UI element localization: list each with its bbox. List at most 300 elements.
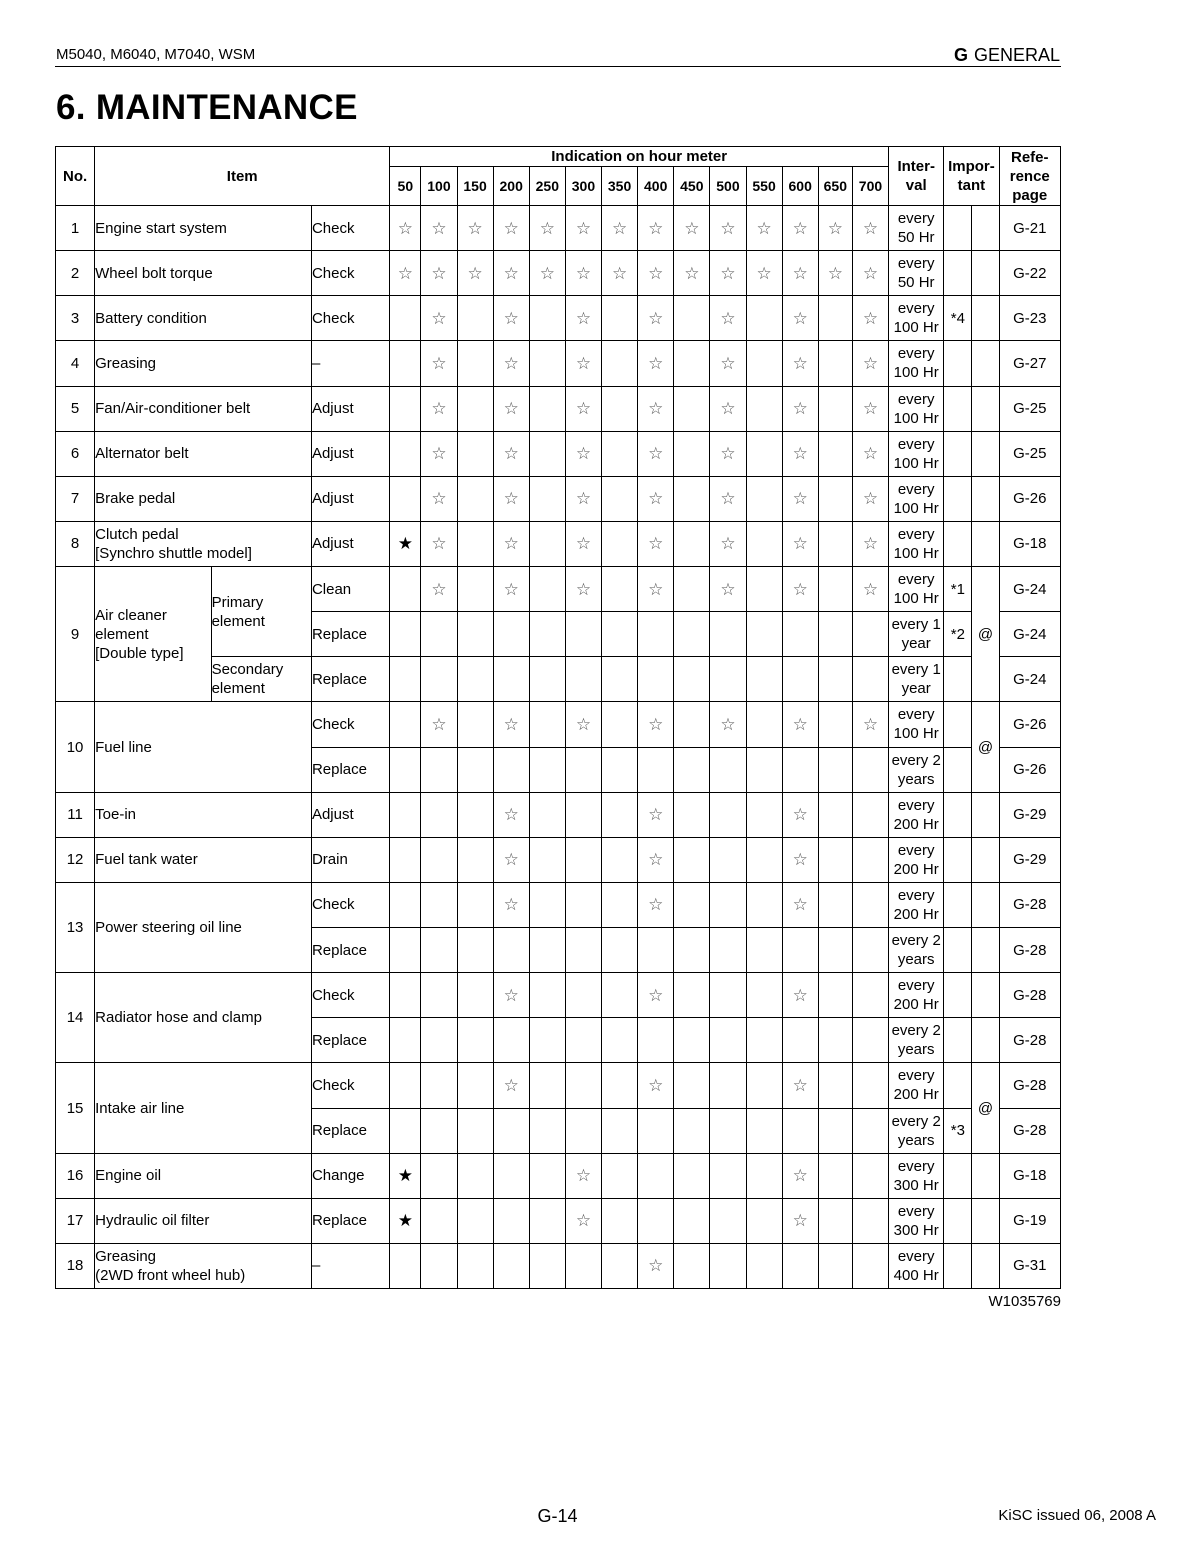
empty-cell [782,1018,818,1063]
sub-item: Secondary element [211,657,311,702]
interval-star-open-icon: ☆ [421,521,457,566]
interval-star-open-icon: ☆ [638,702,674,747]
hour-header: 200 [493,167,529,206]
empty-cell [421,1108,457,1153]
empty-cell [602,431,638,476]
header-indication: Indication on hour meter [390,147,889,167]
interval-star-open-icon: ☆ [782,296,818,341]
reference-page: G-23 [999,296,1061,341]
interval-star-open-icon: ☆ [782,1198,818,1243]
empty-cell [746,792,782,837]
empty-cell [818,882,852,927]
interval-star-open-icon: ☆ [782,521,818,566]
interval-star-open-icon: ☆ [493,567,529,612]
row-number: 18 [56,1243,95,1288]
hour-header: 400 [638,167,674,206]
reference-page: G-28 [999,882,1061,927]
interval-value: every 100 Hr [889,476,944,521]
interval-star-open-icon: ☆ [493,792,529,837]
interval-star-open-icon: ☆ [421,296,457,341]
important-note [944,882,972,927]
empty-cell [852,837,888,882]
interval-value: every 100 Hr [889,296,944,341]
empty-cell [529,1198,565,1243]
empty-cell [638,1198,674,1243]
empty-cell [852,612,888,657]
empty-cell [390,1063,421,1108]
first-service-star-icon: ★ [390,1198,421,1243]
header-interval: Inter- val [889,147,944,206]
empty-cell [421,1153,457,1198]
empty-cell [818,431,852,476]
action: Check [311,206,389,251]
empty-cell [529,341,565,386]
item-name: Air cleaner element [Double type] [95,567,211,702]
empty-cell [852,1063,888,1108]
empty-cell [602,612,638,657]
empty-cell [421,1243,457,1288]
action: Replace [311,1198,389,1243]
empty-cell [457,296,493,341]
important-mark [972,386,999,431]
row-number: 11 [56,792,95,837]
interval-star-open-icon: ☆ [565,386,601,431]
document-code: W1035769 [988,1293,1061,1310]
interval-star-open-icon: ☆ [602,206,638,251]
empty-cell [746,612,782,657]
empty-cell [746,882,782,927]
empty-cell [529,431,565,476]
empty-cell [457,657,493,702]
empty-cell [457,341,493,386]
empty-cell [818,702,852,747]
interval-star-open-icon: ☆ [782,702,818,747]
important-note: *3 [944,1108,972,1153]
action: Replace [311,1018,389,1063]
important-note [944,386,972,431]
empty-cell [529,612,565,657]
important-note [944,1018,972,1063]
reference-page: G-28 [999,1063,1061,1108]
empty-cell [602,1018,638,1063]
interval-star-open-icon: ☆ [782,973,818,1018]
empty-cell [674,476,710,521]
empty-cell [638,1153,674,1198]
empty-cell [638,1108,674,1153]
header-models: M5040, M6040, M7040, WSM [56,46,256,63]
empty-cell [746,386,782,431]
empty-cell [782,612,818,657]
empty-cell [818,747,852,792]
empty-cell [710,657,746,702]
empty-cell [390,386,421,431]
empty-cell [818,1063,852,1108]
interval-star-open-icon: ☆ [565,251,601,296]
empty-cell [457,747,493,792]
interval-star-open-icon: ☆ [710,296,746,341]
first-service-star-icon: ★ [390,521,421,566]
interval-star-open-icon: ☆ [674,251,710,296]
empty-cell [602,476,638,521]
interval-star-open-icon: ☆ [638,837,674,882]
important-note [944,702,972,747]
important-note [944,657,972,702]
item-name: Engine start system [95,206,312,251]
empty-cell [602,1243,638,1288]
empty-cell [493,1198,529,1243]
empty-cell [710,747,746,792]
action: Adjust [311,792,389,837]
empty-cell [565,747,601,792]
empty-cell [457,567,493,612]
action: Check [311,251,389,296]
table-row [56,206,1061,251]
table-row [56,476,1061,521]
interval-star-open-icon: ☆ [746,251,782,296]
empty-cell [390,928,421,973]
interval-star-open-icon: ☆ [421,251,457,296]
empty-cell [638,612,674,657]
important-note [944,476,972,521]
action: Replace [311,928,389,973]
header-reference: Refe- rence page [999,147,1061,206]
interval-value: every 200 Hr [889,837,944,882]
reference-page: G-21 [999,206,1061,251]
interval-value: every 100 Hr [889,386,944,431]
table-row [56,882,1061,927]
action: Adjust [311,431,389,476]
empty-cell [421,747,457,792]
interval-star-open-icon: ☆ [565,476,601,521]
important-mark [972,1243,999,1288]
empty-cell [529,1063,565,1108]
important-note: *1 [944,567,972,612]
empty-cell [602,973,638,1018]
important-mark [972,1153,999,1198]
interval-star-open-icon: ☆ [852,251,888,296]
empty-cell [565,973,601,1018]
important-note [944,1198,972,1243]
important-note [944,1063,972,1108]
empty-cell [710,792,746,837]
row-number: 2 [56,251,95,296]
sub-item: Primary element [211,567,311,657]
interval-star-open-icon: ☆ [782,476,818,521]
interval-star-open-icon: ☆ [493,431,529,476]
empty-cell [565,1063,601,1108]
reference-page: G-26 [999,702,1061,747]
row-number: 12 [56,837,95,882]
empty-cell [390,657,421,702]
action: Replace [311,657,389,702]
reference-page: G-27 [999,341,1061,386]
issue-info: KiSC issued 06, 2008 A [998,1507,1156,1524]
empty-cell [457,973,493,1018]
interval-star-open-icon: ☆ [674,206,710,251]
interval-star-open-icon: ☆ [638,386,674,431]
interval-star-open-icon: ☆ [782,251,818,296]
important-mark [972,476,999,521]
empty-cell [818,657,852,702]
reference-page: G-29 [999,792,1061,837]
interval-star-open-icon: ☆ [638,521,674,566]
empty-cell [674,792,710,837]
interval-value: every 1 year [889,657,944,702]
reference-page: G-26 [999,747,1061,792]
action: – [311,341,389,386]
row-number: 5 [56,386,95,431]
hour-header: 450 [674,167,710,206]
interval-star-open-icon: ☆ [421,702,457,747]
empty-cell [421,1198,457,1243]
interval-star-open-icon: ☆ [782,837,818,882]
empty-cell [602,296,638,341]
empty-cell [782,928,818,973]
interval-star-open-icon: ☆ [638,296,674,341]
interval-star-open-icon: ☆ [852,296,888,341]
empty-cell [710,973,746,1018]
interval-value: every 1 year [889,612,944,657]
empty-cell [529,657,565,702]
interval-star-open-icon: ☆ [710,476,746,521]
interval-star-open-icon: ☆ [493,1063,529,1108]
empty-cell [818,1153,852,1198]
empty-cell [852,657,888,702]
interval-star-open-icon: ☆ [602,251,638,296]
empty-cell [852,928,888,973]
empty-cell [818,792,852,837]
interval-value: every 300 Hr [889,1198,944,1243]
empty-cell [493,1153,529,1198]
item-name: Brake pedal [95,476,312,521]
reference-page: G-28 [999,1108,1061,1153]
table-row [56,1153,1061,1198]
first-service-star-icon: ★ [390,1153,421,1198]
reference-page: G-18 [999,1153,1061,1198]
interval-star-open-icon: ☆ [638,882,674,927]
interval-star-open-icon: ☆ [782,792,818,837]
interval-star-open-icon: ☆ [493,702,529,747]
empty-cell [390,1243,421,1288]
empty-cell [818,476,852,521]
empty-cell [674,702,710,747]
hour-header: 700 [852,167,888,206]
empty-cell [529,1243,565,1288]
interval-star-open-icon: ☆ [457,206,493,251]
interval-star-open-icon: ☆ [638,341,674,386]
interval-star-open-icon: ☆ [565,521,601,566]
item-name: Battery condition [95,296,312,341]
reference-page: G-28 [999,973,1061,1018]
empty-cell [565,928,601,973]
interval-star-open-icon: ☆ [421,386,457,431]
empty-cell [390,476,421,521]
empty-cell [565,1018,601,1063]
empty-cell [493,1018,529,1063]
empty-cell [457,1108,493,1153]
table-row [56,567,1061,612]
empty-cell [457,1063,493,1108]
interval-star-open-icon: ☆ [638,206,674,251]
hour-header: 150 [457,167,493,206]
empty-cell [421,837,457,882]
hour-header: 300 [565,167,601,206]
empty-cell [782,747,818,792]
empty-cell [638,747,674,792]
interval-star-open-icon: ☆ [493,476,529,521]
interval-star-open-icon: ☆ [852,386,888,431]
interval-star-open-icon: ☆ [565,296,601,341]
empty-cell [746,702,782,747]
empty-cell [457,476,493,521]
interval-star-open-icon: ☆ [565,206,601,251]
row-number: 3 [56,296,95,341]
action: Check [311,296,389,341]
interval-star-open-icon: ☆ [782,882,818,927]
empty-cell [852,1243,888,1288]
interval-value: every 50 Hr [889,251,944,296]
empty-cell [421,1063,457,1108]
empty-cell [818,928,852,973]
empty-cell [421,792,457,837]
interval-star-open-icon: ☆ [457,251,493,296]
table-row [56,1198,1061,1243]
empty-cell [746,1018,782,1063]
action: Replace [311,747,389,792]
empty-cell [390,702,421,747]
empty-cell [602,567,638,612]
action: – [311,1243,389,1288]
action: Check [311,1063,389,1108]
empty-cell [674,1063,710,1108]
table-row [56,341,1061,386]
section-letter: G [953,45,968,65]
interval-star-open-icon: ☆ [565,567,601,612]
empty-cell [390,792,421,837]
interval-star-open-icon: ☆ [818,251,852,296]
hour-header: 350 [602,167,638,206]
interval-star-open-icon: ☆ [565,1198,601,1243]
interval-value: every 100 Hr [889,521,944,566]
empty-cell [457,702,493,747]
row-number: 10 [56,702,95,792]
important-mark [972,973,999,1018]
interval-value: every 2 years [889,747,944,792]
empty-cell [565,1108,601,1153]
empty-cell [529,296,565,341]
empty-cell [746,521,782,566]
empty-cell [602,657,638,702]
reference-page: G-24 [999,567,1061,612]
important-note [944,206,972,251]
empty-cell [493,612,529,657]
empty-cell [390,296,421,341]
interval-star-open-icon: ☆ [638,973,674,1018]
interval-star-open-icon: ☆ [493,206,529,251]
empty-cell [674,1018,710,1063]
empty-cell [457,792,493,837]
empty-cell [818,341,852,386]
important-note [944,973,972,1018]
important-note: *2 [944,612,972,657]
interval-star-open-icon: ☆ [782,1153,818,1198]
empty-cell [457,386,493,431]
interval-star-open-icon: ☆ [818,206,852,251]
empty-cell [818,612,852,657]
empty-cell [746,1063,782,1108]
item-name: Greasing (2WD front wheel hub) [95,1243,312,1288]
important-note [944,341,972,386]
empty-cell [602,837,638,882]
empty-cell [529,567,565,612]
important-note [944,1153,972,1198]
interval-star-open-icon: ☆ [638,251,674,296]
empty-cell [529,1108,565,1153]
empty-cell [457,612,493,657]
empty-cell [602,1108,638,1153]
interval-value: every 200 Hr [889,882,944,927]
row-number: 6 [56,431,95,476]
item-name: Greasing [95,341,312,386]
empty-cell [529,928,565,973]
interval-value: every 100 Hr [889,567,944,612]
hour-header: 550 [746,167,782,206]
reference-page: G-29 [999,837,1061,882]
row-number: 13 [56,882,95,972]
important-note [944,837,972,882]
item-name: Fuel tank water [95,837,312,882]
empty-cell [710,928,746,973]
table-row [56,973,1061,1018]
important-mark [972,882,999,927]
row-number: 7 [56,476,95,521]
reference-page: G-25 [999,431,1061,476]
empty-cell [746,567,782,612]
empty-cell [493,747,529,792]
empty-cell [674,386,710,431]
table-row [56,702,1061,747]
empty-cell [746,1243,782,1288]
interval-value: every 300 Hr [889,1153,944,1198]
table-row [56,837,1061,882]
empty-cell [818,837,852,882]
item-name: Toe-in [95,792,312,837]
empty-cell [746,1153,782,1198]
interval-star-open-icon: ☆ [710,341,746,386]
empty-cell [602,792,638,837]
empty-cell [390,431,421,476]
empty-cell [493,928,529,973]
empty-cell [674,747,710,792]
interval-value: every 2 years [889,1018,944,1063]
empty-cell [602,521,638,566]
empty-cell [457,1243,493,1288]
empty-cell [710,1153,746,1198]
empty-cell [602,928,638,973]
empty-cell [602,702,638,747]
interval-star-open-icon: ☆ [710,702,746,747]
row-number: 1 [56,206,95,251]
interval-star-open-icon: ☆ [493,296,529,341]
interval-star-open-icon: ☆ [782,1063,818,1108]
interval-value: every 2 years [889,928,944,973]
empty-cell [493,657,529,702]
important-mark [972,341,999,386]
empty-cell [674,1198,710,1243]
interval-star-open-icon: ☆ [565,341,601,386]
important-mark [972,251,999,296]
empty-cell [852,792,888,837]
